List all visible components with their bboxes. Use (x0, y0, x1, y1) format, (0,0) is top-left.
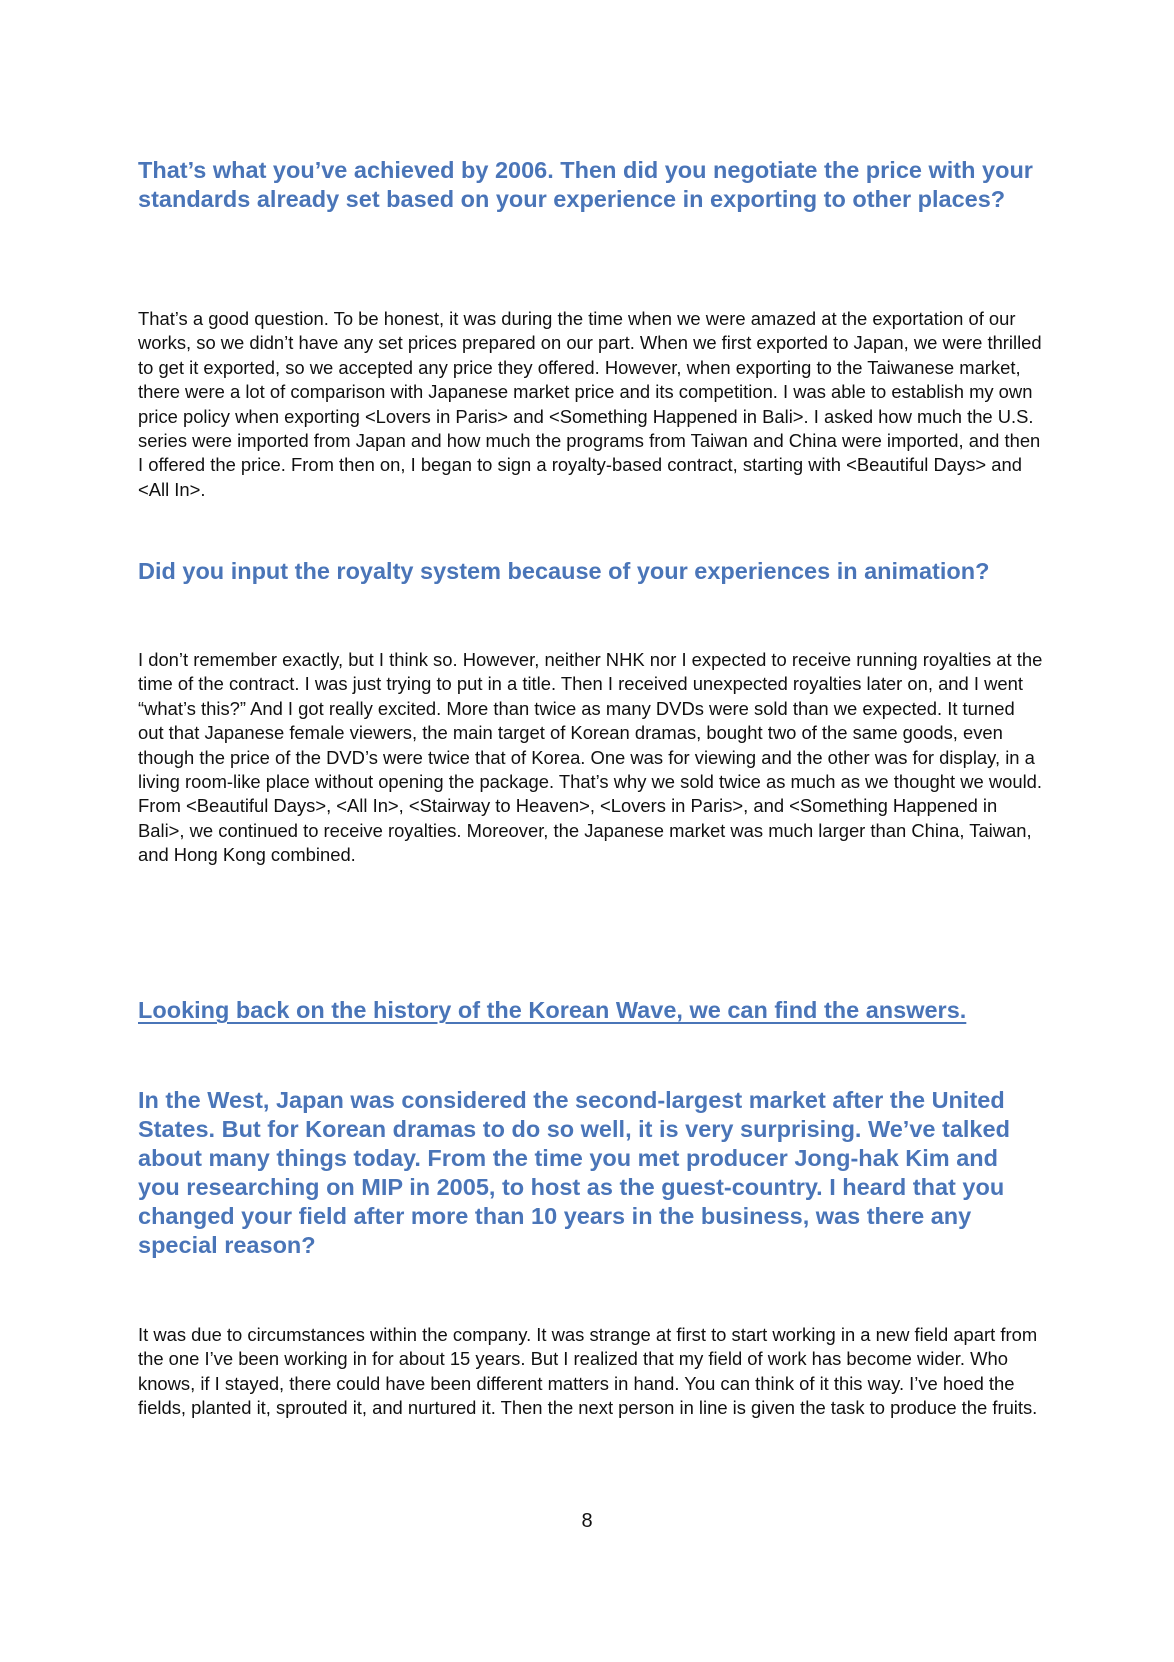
question-heading: That’s what you’ve achieved by 2006. Then did you negotiate the price with your standards already set based on your experience in exporting to other places? (138, 157, 1033, 212)
answer-paragraph: That’s a good question. To be honest, it was during the time when we were amazed at the exportation of our works, so we didn’t have any set prices prepared on our part. When we first exported to Japan, we were thrilled to get it exported, so we accepted any price they offered. However, when exporting to the Taiwanese market, there were a lot of comparison with Japanese market price and its competition. I was able to establish my own price policy when exporting <Lovers in Paris> and <Something Happened in Bali>. I asked how much the U.S. series were imported from Japan and how much the programs from Taiwan and China were imported, and then I offered the price. From then on, I began to sign a royalty-based contract, starting with <Beautiful Days> and <All In>. (138, 308, 1042, 500)
answer-paragraph: I don’t remember exactly, but I think so. However, neither NHK nor I expected to receive running royalties at the time of the contract. I was just trying to put in a title. Then I received unexpected royalties later on, and I went “what’s this?” And I got really excited. More than twice as many DVDs were sold than we expected. It turned out that Japanese female viewers, the main target of Korean dramas, bought two of the same goods, even though the price of the DVD’s were twice that of Korea. One was for viewing and the other was for display, in a living room-like place without opening the package. That’s why we sold twice as much as we thought we would. From <Beautiful Days>, <All In>, <Stairway to Heaven>, <Lovers in Paris>, and <Something Happened in Bali>, we continued to receive royalties. Moreover, the Japanese market was much larger than China, Taiwan, and Hong Kong combined. (138, 649, 1043, 866)
question-heading: Did you input the royalty system because of your experiences in animation? (138, 558, 990, 584)
question-heading: In the West, Japan was considered the second-largest market after the United States. But for Korean dramas to do so well, it is very surprising. We’ve talked about many things today. From the time you met producer Jong-hak Kim and you researching on MIP in 2005, to host as the guest-country. I heard that you changed your field after more than 10 years in the business, was there any special reason? (138, 1087, 1010, 1258)
section-heading-underlined: Looking back on the history of the Korean Wave, we can find the answers. (138, 997, 967, 1023)
page-number: 8 (581, 1510, 593, 1532)
answer-paragraph: It was due to circumstances within the company. It was strange at first to start working in a new field apart from the one I’ve been working in for about 15 years. But I realized that my field of work has become wider. Who knows, if I stayed, there could have been different matters in hand. You can think of it this way. I’ve hoed the fields, planted it, sprouted it, and nurtured it. Then the next person in line is given the task to produce the fruits. (138, 1324, 1038, 1419)
